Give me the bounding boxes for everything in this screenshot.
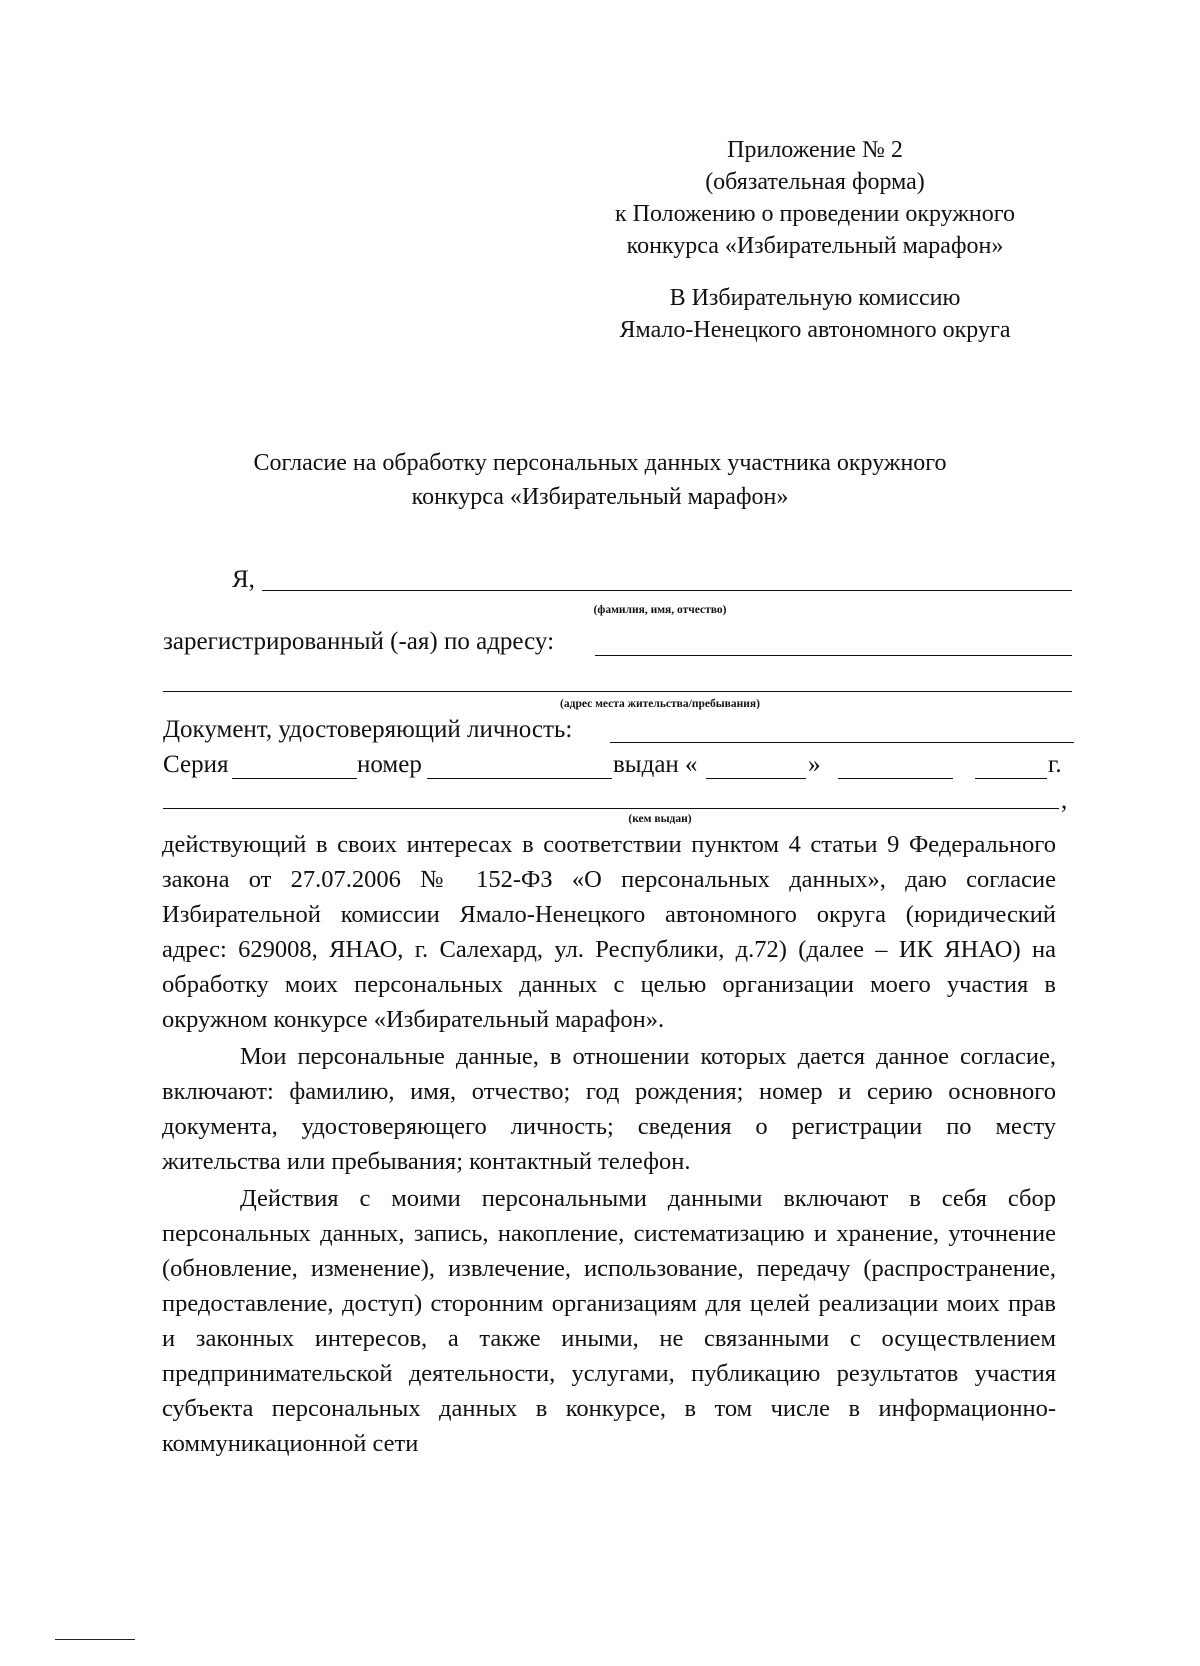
issued-by-comma: , bbox=[1061, 787, 1068, 814]
issued-by-caption: (кем выдан) bbox=[628, 813, 692, 825]
number-field[interactable] bbox=[427, 778, 612, 779]
appendix-number: Приложение № 2 bbox=[727, 137, 903, 163]
address-caption: (адрес места жительства/пребывания) bbox=[560, 698, 760, 710]
series-field[interactable] bbox=[232, 778, 357, 779]
addressee-line-1: В Избирательную комиссию bbox=[669, 285, 961, 311]
ya-label: Я, bbox=[232, 566, 255, 593]
footnote-separator bbox=[55, 1639, 135, 1640]
issue-year-field[interactable] bbox=[975, 778, 1047, 779]
contest-name: конкурса «Избирательный марафон» bbox=[626, 233, 1004, 259]
year-suffix: г. bbox=[1048, 751, 1062, 778]
document-field[interactable] bbox=[610, 742, 1074, 743]
issue-month-field[interactable] bbox=[838, 778, 953, 779]
issued-label: выдан « bbox=[613, 751, 698, 778]
form-type: (обязательная форма) bbox=[705, 169, 925, 195]
paragraph-data-scope: Мои персональные данные, в отношении которых дается данное согласие, включают: фамилию, имя, отчество; год рождения; номер и серию основного документа, удостоверяющего личность; сведения о регистрации по месту жительства или пребывания; контактный телефон. bbox=[162, 1043, 1056, 1175]
fio-field[interactable] bbox=[262, 590, 1072, 591]
document-label: Документ, удостоверяющий личность: bbox=[163, 716, 573, 743]
issue-day-field[interactable] bbox=[706, 778, 806, 779]
address-label: зарегистрированный (-ая) по адресу: bbox=[163, 628, 555, 655]
title-line-1: Согласие на обработку персональных данных участника окружного bbox=[253, 450, 947, 476]
quote-close: » bbox=[808, 751, 821, 778]
document-title bbox=[120, 446, 1080, 514]
address-field-line-2[interactable] bbox=[163, 691, 1072, 692]
addressee-line-2: Ямало-Ненецкого автономного округа bbox=[619, 317, 1011, 343]
address-field[interactable] bbox=[595, 655, 1072, 656]
consent-body bbox=[162, 827, 1056, 1461]
fio-caption: (фамилия, имя, отчество) bbox=[593, 604, 727, 616]
series-label: Серия bbox=[163, 751, 229, 778]
paragraph-actions: Действия с моими персональными данными включают в себя сбор персональных данных, запись, накопление, систематизацию и хранение, уточнение (обновление, изменение), извлечение, использование, передачу (распространение, предоставление, доступ) сторонним организациям для целей реализации моих прав и законных интересов, а также иными, не связанными с осуществлением предпринимательской деятельности, услугами, публикацию результатов участия субъекта персональных данных в конкурсе, в том числе в информационно-коммуникационной сети bbox=[162, 1185, 1056, 1457]
document-header bbox=[560, 134, 1070, 346]
number-label: номер bbox=[357, 751, 422, 778]
regulation-reference: к Положению о проведении окружного bbox=[614, 201, 1016, 227]
issued-by-field[interactable] bbox=[163, 808, 1059, 809]
paragraph-purpose: действующий в своих интересах в соответствии пунктом 4 статьи 9 Федерального закона от 27.07.2006 № 152-ФЗ «О персональных данных», даю согласие Избирательной комиссии Ямало-Ненецкого автономного округа (юридический адрес: 629008, ЯНАО, г. Салехард, ул. Республики, д.72) (далее – ИК ЯНАО) на обработку моих персональных данных с целью организации моего участия в окружном конкурсе «Избирательный марафон». bbox=[162, 831, 1056, 1033]
title-line-2: конкурса «Избирательный марафон» bbox=[411, 484, 789, 510]
